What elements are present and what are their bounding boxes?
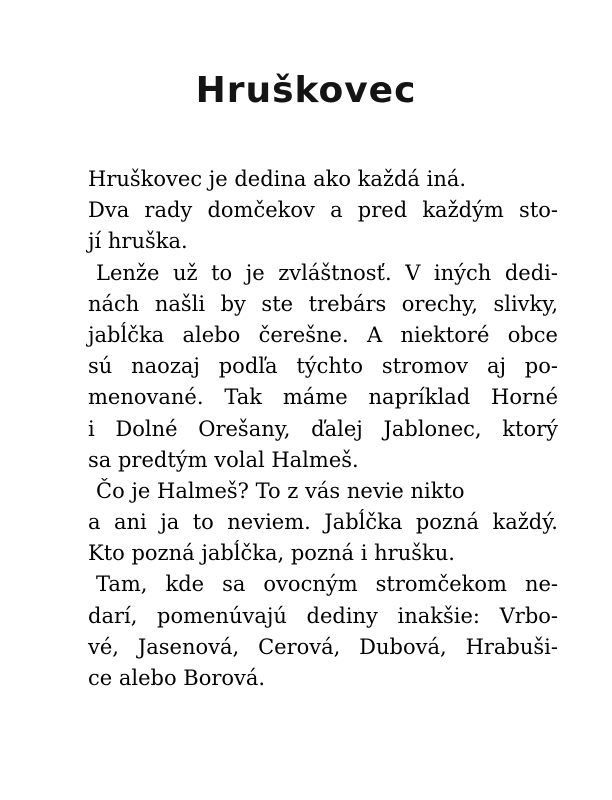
chapter-title: Hruškovec <box>195 70 417 111</box>
text-line: jí hruška. <box>88 229 188 254</box>
text-line: a ani ja to neviem. Jabĺčka pozná každý. <box>88 510 558 535</box>
text-line: Tam, kde sa ovocným stromčekom ne- <box>96 572 558 597</box>
text-line: sú naozaj podľa týchto stromov aj po- <box>88 354 558 379</box>
text-line: Dva rady domčekov a pred každým sto- <box>88 198 558 223</box>
text-line: menované. Tak máme napríklad Horné <box>88 385 558 410</box>
text-line: vé, Jasenová, Cerová, Dubová, Hrabuši- <box>88 634 558 659</box>
text-line: jabĺčka alebo čerešne. A niektoré obce <box>88 322 558 347</box>
text-line: Hruškovec je dedina ako každá iná. <box>88 167 467 191</box>
text-line: darí, pomenúvajú dediny inakšie: Vrbo- <box>88 603 558 628</box>
text-line: Kto pozná jabĺčka, pozná i hrušku. <box>88 541 455 566</box>
text-line: ce alebo Borová. <box>88 666 266 690</box>
body-text <box>88 164 558 694</box>
text-line: i Dolné Orešany, ďalej Jablonec, ktorý <box>88 416 558 441</box>
text-line: Lenže už to je zvláštnosť. V iných dedi- <box>96 260 558 285</box>
text-line: Čo je Halmeš? To z vás nevie nikto <box>96 478 465 503</box>
text-line: sa predtým volal Halmeš. <box>88 447 359 472</box>
text-line: nách našli by ste trebárs orechy, slivky, <box>88 291 558 316</box>
